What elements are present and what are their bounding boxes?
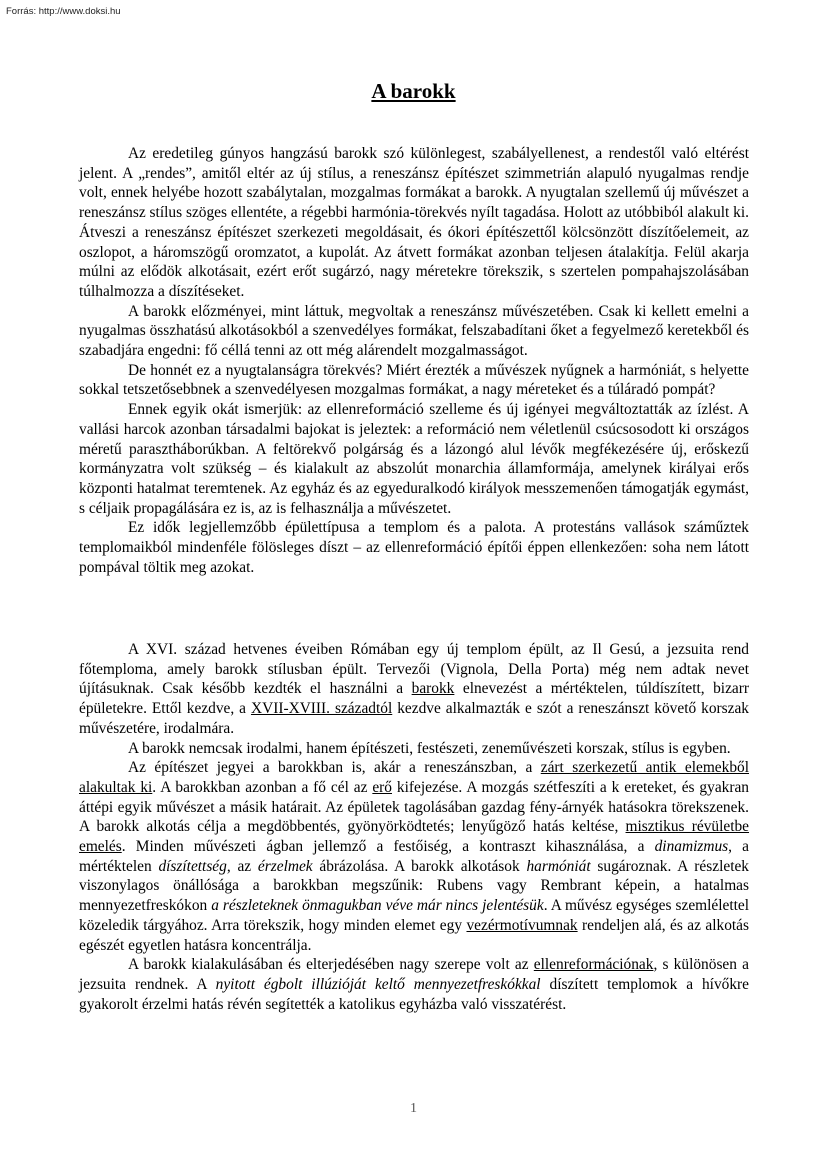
italic-term: nyitott égbolt illúzióját keltő mennyezetfreskókkal: [215, 975, 541, 993]
italic-term: harmóniát: [526, 857, 591, 875]
page-title: A barokk: [371, 79, 456, 103]
underlined-term: barokk: [411, 680, 455, 698]
source-note: Forrás: http://www.doksi.hu: [6, 6, 121, 17]
paragraph: Ennek egyik okát ismerjük: az ellenreformáció szelleme és új igényei megváltoztatták az ízlést. A vallási harcok azonban társadalmi bajokat is jeleztek: a reformáció nem véletlenül csúcsosodott ki országos méretű parasztháborúkban. A feltörekvő polgárság és a lázongó alul lévők megfékezésére új, erőskezű kormányzatra volt szükség – és kialakult az abszolút monarchia államformája, amelynek királyai erős központi hatalmat teremtenek. Az egyház és az egyeduralkodó királyok messzemenően támogatják egymást, s céljaik propagálására ez is, az is felhasználja a művészetet.: [79, 401, 749, 517]
paragraph: A barokk kialakulásában és elterjedésében nagy szerepe volt az ellenreformációnak, s különösen a jezsuita rendnek. A nyitott égbolt illúzióját keltő mennyezetfreskókkal díszített templomok a hívőkre gyakorolt érzelmi hatás révén segítették a katolikus egyházba való visszatérést.: [79, 956, 749, 1013]
section-intro: [79, 144, 749, 577]
italic-term: érzelmek: [257, 857, 313, 875]
paragraph: A XVI. század hetvenes éveiben Rómában egy új templom épült, az Il Gesú, a jezsuita rend főtemploma, amely barokk stílusban épült. Tervezői (Vignola, Della Porta) még nem adtak nevet újításuknak. Csak később kezdték el használni a barokk elnevezést a mértéktelen, túldíszített, bizarr épületekre. Ettől kezdve, a XVII-XVIII. századtól kezdve alkalmazták e szót a reneszánszt követő korszak művészetére, irodalmára.: [79, 641, 749, 737]
paragraph: Ez idők legjellemzőbb épülettípusa a templom és a palota. A protestáns vallások száműztek templomaikból mindenféle fölösleges díszt – az ellenreformáció építői éppen ellenkezően: soha nem látott pompával töltik meg azokat.: [79, 519, 749, 576]
underlined-term: ellenreformációnak: [533, 956, 654, 974]
paragraph: Az építészet jegyei a barokkban is, akár a reneszánszban, a zárt szerkezetű antik elemekből alakultak ki. A barokkban azonban a fő cél az erő kifejezése. A mozgás szétfeszíti a k ereteket, és gyakran áttépi egyik művészet a másik határait. Az épületek tagolásában gazdag fény-árnyék hatásokra törekszenek. A barokk alkotás célja a megdöbbentés, gyönyörködtetés; lenyűgöző hatás keltése, misztikus révületbe emelés. Minden művészeti ágban jellemző a festőiség, a kontraszt kihasználása, a dinamizmus, a mértéktelen díszítettség, az érzelmek ábrázolása. A barokk alkotások harmóniát sugároznak. A részletek viszonylagos önállósága a barokkban megszűnik: Rubens vagy Rembrant képein, a hatalmas mennyezetfreskókon a részleteknek önmagukban véve már nincs jelentésük. A művész egységes szemlélettel közeledik tárgyához. Arra törekszik, hogy minden elemet egy vezérmotívumnak rendeljen alá, és az alkotás egészét egyetlen hatásra koncentrálja.: [79, 759, 750, 954]
underlined-term: zárt szerkezetű antik elemekből alakultak ki: [79, 759, 750, 796]
italic-term: a részleteknek önmagukban véve már nincs jelentésük: [211, 897, 544, 915]
section-history: [79, 640, 749, 1014]
italic-term: dinamizmus: [654, 838, 729, 856]
underlined-term: XVII-XVIII. századtól: [250, 700, 393, 718]
paragraph: De honnét ez a nyugtalanságra törekvés? Miért érezték a művészek nyűgnek a harmóniát, s helyette sokkal tetszetősebbnek a szenvedélyesen mozgalmas formákat, a nagy méreteket és a túláradó pompát?: [79, 361, 749, 399]
paragraph: A barokk nemcsak irodalmi, hanem építészeti, festészeti, zeneművészeti korszak, stílus is egyben.: [128, 739, 731, 757]
page-number: 1: [410, 1101, 417, 1116]
paragraph: Az eredetileg gúnyos hangzású barokk szó különlegest, szabályellenest, a rendestől való eltérést jelent. A „rendes”, amitől eltér az új stílus, a reneszánsz építészet szimmetrián alapuló nyugalmas rendje volt, ennek helyébe hozott szabálytalan, mozgalmas formákat a barokk. A nyugtalan szellemű új művészet a reneszánsz stílus szöges ellentéte, a régebbi harmónia-törekvés nyílt tagadása. Holott az utóbbiból alakult ki. Átveszi a reneszánsz építészet szerkezeti megoldásait, és ókori építészettől kölcsönzött díszítőelemeit, az oszlopot, a háromszögű oromzatot, a kupolát. Az átvett formákat azonban teljesen átalakítja. Felül akarja múlni az elődök alkotásait, ezért erőt sugárzó, nagy méretekre törekszik, s szertelen pompahajszolásában túlhalmozza a díszítéseket.: [79, 145, 749, 300]
underlined-term: vezérmotívumnak: [466, 916, 578, 934]
italic-term: díszítettség: [158, 857, 227, 875]
underlined-term: misztikus révületbe emelés: [79, 818, 750, 856]
underlined-term: erő: [372, 778, 392, 796]
paragraph: A barokk előzményei, mint láttuk, megvoltak a reneszánsz művészetében. Csak ki kellett emelni a nyugalmas összhatású alkotásokból a szenvedélyes formákat, felszabadítani őket a fegyelmező keretekből és szabadjára engedni: fő céllá tenni az ott még alárendelt mozgalmasságot.: [79, 302, 749, 360]
